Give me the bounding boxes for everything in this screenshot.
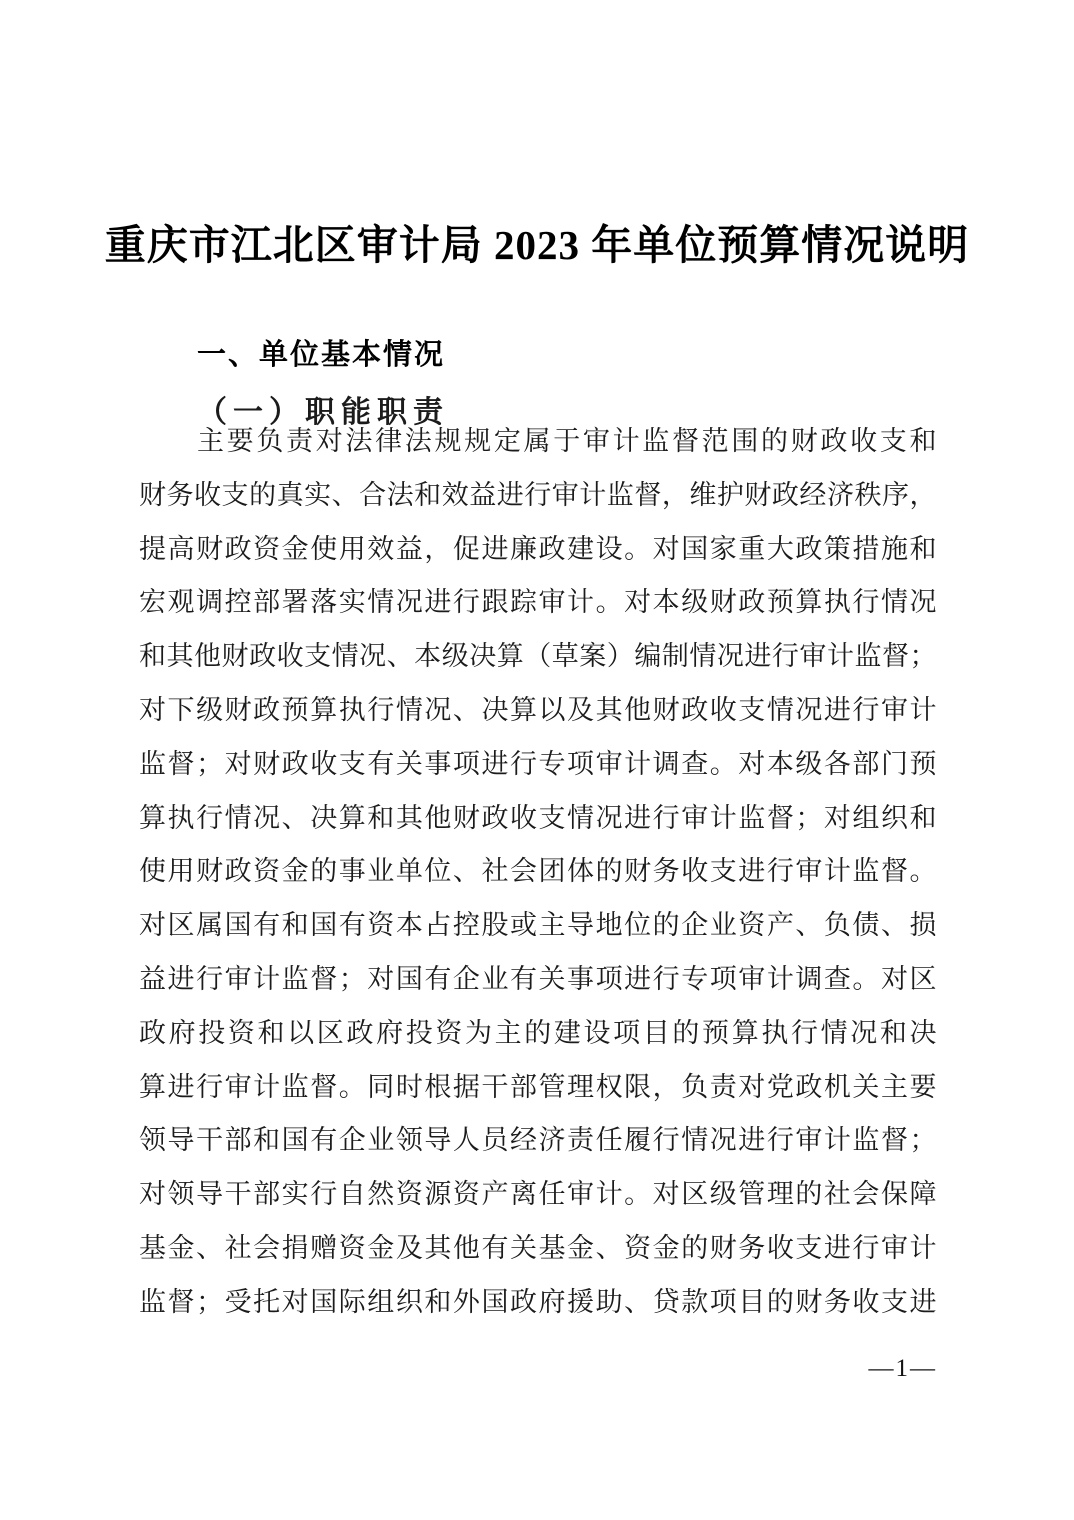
paragraph-line: 基金、社会捐赠资金及其他有关基金、资金的财务收支进行审计 <box>139 1232 937 1264</box>
paragraph-line: 监督；受托对国际组织和外国政府援助、贷款项目的财务收支进 <box>139 1286 937 1318</box>
paragraph-line: 领导干部和国有企业领导人员经济责任履行情况进行审计监督； <box>139 1125 937 1157</box>
paragraph-line: 算执行情况、决算和其他财政收支情况进行审计监督；对组织和 <box>139 802 937 834</box>
paragraph-line: 政府投资和以区政府投资为主的建设项目的预算执行情况和决 <box>139 1017 937 1049</box>
paragraph-line: 对区属国有和国有资本占控股或主导地位的企业资产、负债、损 <box>139 910 937 942</box>
paragraph-line: 益进行审计监督；对国有企业有关事项进行专项审计调查。对区 <box>139 963 937 995</box>
paragraph-line: 使用财政资金的事业单位、社会团体的财务收支进行审计监督。 <box>139 856 937 888</box>
section-heading-basic-info: 一、单位基本情况 <box>197 339 446 372</box>
paragraph-line: 监督；对财政收支有关事项进行专项审计调查。对本级各部门预 <box>139 748 937 780</box>
page-number: —1— <box>868 1355 937 1382</box>
paragraph-line: 财务收支的真实、合法和效益进行审计监督，维护财政经济秩序， <box>139 479 937 511</box>
document-title: 重庆市江北区审计局 2023 年单位预算情况说明 <box>104 222 970 269</box>
paragraph-line: 对领导干部实行自然资源资产离任审计。对区级管理的社会保障 <box>139 1179 937 1211</box>
paragraph-line: 和其他财政收支情况、本级决算（草案）编制情况进行审计监督； <box>139 641 937 673</box>
body-paragraph <box>139 415 937 1330</box>
paragraph-line: 宏观调控部署落实情况进行跟踪审计。对本级财政预算执行情况 <box>139 587 937 619</box>
subsection-heading-duties: （一）职能职责 <box>197 395 449 430</box>
paragraph-line: 主要负责对法律法规规定属于审计监督范围的财政收支和 <box>197 426 937 457</box>
paragraph-line: 对下级财政预算执行情况、决算以及其他财政收支情况进行审计 <box>139 694 937 726</box>
paragraph-line: 算进行审计监督。同时根据干部管理权限，负责对党政机关主要 <box>139 1071 937 1103</box>
paragraph-line: 提高财政资金使用效益，促进廉政建设。对国家重大政策措施和 <box>139 533 937 565</box>
